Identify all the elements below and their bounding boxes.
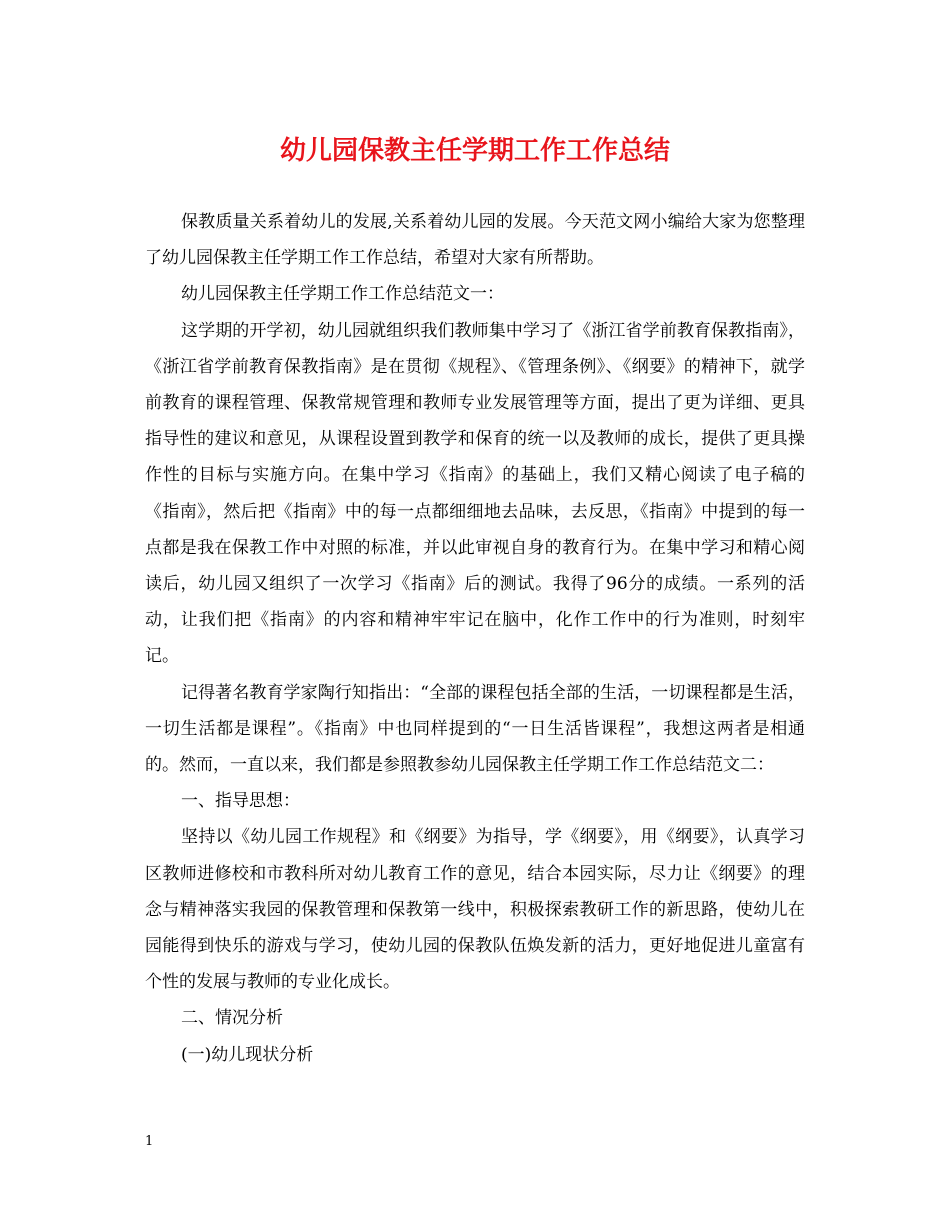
subsection-heading-children-status: (一)幼儿现状分析: [181, 1044, 314, 1065]
paragraph-intro: 保教质量关系着幼儿的发展,关系着幼儿园的发展。今天范文网小编给大家为您整理了幼儿园保教主任学期工作工作总结，希望对大家有所帮助。: [145, 212, 805, 269]
document-body: [145, 204, 805, 1073]
paragraph-guiding-ideology: 坚持以《幼儿园工作规程》和《纲要》为指导，学《纲要》，用《纲要》，认真学习区教师进修校和市教科所对幼儿教育工作的意见，结合本园实际，尽力让《纲要》的理念与精神落实我园的保教管理和保教第一线中，积极探索教研工作的新思路，使幼儿在园能得到快乐的游戏与学习，使幼儿园的保教队伍焕发新的活力，更好地促进儿童富有个性的发展与教师的专业化成长。: [145, 827, 805, 993]
paragraph-sample-one-heading: 幼儿园保教主任学期工作工作总结范文一：: [181, 284, 504, 305]
paragraph-tao-xingzhi-quote: 记得著名教育学家陶行知指出：“全部的课程包括全部的生活，一切课程都是生活，一切生活都是课程”。《指南》中也同样提到的“一日生活皆课程”，我想这两者是相通的。然而，一直以来，我们都是参照教参幼儿园保教主任学期工作工作总结范文二：: [145, 682, 805, 776]
section-heading-guiding-ideology: 一、指导思想：: [181, 791, 300, 812]
document-title: 幼儿园保教主任学期工作工作总结: [279, 136, 670, 166]
page-number: 1: [145, 1134, 154, 1149]
paragraph-guide-study: 这学期的开学初，幼儿园就组织我们教师集中学习了《浙江省学前教育保教指南》，《浙江省学前教育保教指南》是在贯彻《规程》、《管理条例》、《纲要》的精神下，就学前教育的课程管理、保教常规管理和教师专业发展管理等方面，提出了更为详细、更具指导性的建议和意见，从课程设置到教学和保育的统一以及教师的成长，提供了更具操作性的目标与实施方向。在集中学习《指南》的基础上，我们又精心阅读了电子稿的《指南》，然后把《指南》中的每一点都细细地去品味，去反思，《指南》中提到的每一点都是我在保教工作中对照的标准，并以此审视自身的教育行为。在集中学习和精心阅读后，幼儿园又组织了一次学习《指南》后的测试。我得了96分的成绩。一系列的活动，让我们把《指南》的内容和精神牢牢记在脑中，化作工作中的行为准则，时刻牢记。: [145, 320, 805, 667]
section-heading-situation-analysis: 二、情况分析: [181, 1008, 283, 1029]
